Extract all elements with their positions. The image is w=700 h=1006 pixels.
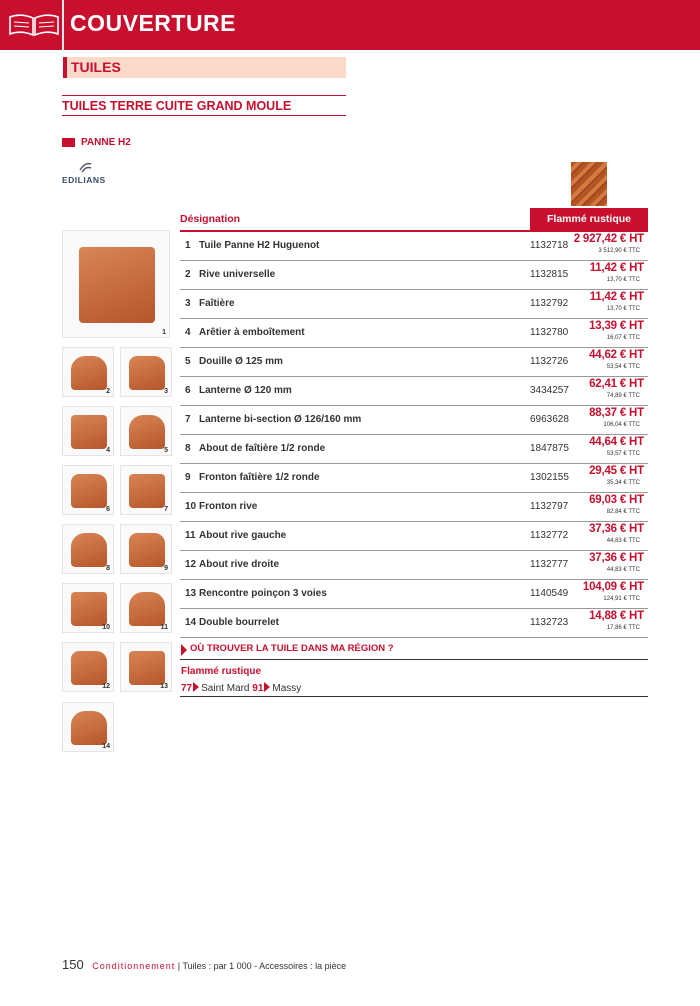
product-thumbnail	[62, 230, 170, 338]
subtitle-bottom-rule	[62, 115, 346, 116]
row-number: 13	[185, 588, 197, 599]
product-thumbnail	[62, 702, 114, 752]
where-rule	[180, 659, 648, 660]
table-row	[180, 609, 648, 638]
tile-image	[71, 356, 107, 390]
where-finish-label: Flammé rustique	[181, 666, 262, 677]
product-thumbnail	[120, 642, 172, 692]
row-number: 10	[185, 501, 197, 512]
product-thumbnail	[120, 524, 172, 574]
arrow-right-icon	[181, 644, 187, 656]
section-marker	[63, 57, 67, 78]
header-separator	[62, 0, 64, 50]
row-designation: Faîtière	[199, 298, 235, 309]
row-number: 5	[185, 356, 191, 367]
section-band	[63, 57, 346, 78]
row-designation: Arêtier à emboîtement	[199, 327, 305, 338]
where-title[interactable]: OÙ TROUVER LA TUILE DANS MA RÉGION ?	[190, 643, 394, 654]
row-number: 6	[185, 385, 191, 396]
row-price-ttc: 44,83 € TTC	[606, 538, 640, 544]
row-reference: 1132726	[530, 356, 569, 367]
table-row	[180, 580, 648, 609]
row-number: 7	[185, 414, 191, 425]
table-row	[180, 290, 648, 319]
row-number: 9	[185, 472, 191, 483]
row-designation: About rive gauche	[199, 530, 287, 541]
page-number: 150	[62, 957, 84, 972]
table-row	[180, 464, 648, 493]
row-reference: 1132777	[530, 559, 569, 570]
row-price-ttc: 106,04 € TTC	[603, 422, 640, 428]
tile-image	[71, 592, 107, 626]
table-row	[180, 319, 648, 348]
page-title: COUVERTURE	[70, 10, 237, 36]
row-price-ttc: 53,57 € TTC	[606, 451, 640, 457]
table-row	[180, 261, 648, 290]
tile-image	[71, 415, 107, 449]
tile-image	[129, 533, 165, 567]
arrow-right-icon	[193, 682, 199, 692]
tile-image	[129, 651, 165, 685]
row-price-ht: 37,36 € HT	[589, 523, 644, 535]
row-reference: 1132797	[530, 501, 569, 512]
thumbnail-number: 1	[162, 329, 166, 336]
tile-image	[71, 474, 107, 508]
brand-logo	[62, 160, 112, 186]
row-designation: Fronton faîtière 1/2 ronde	[199, 472, 320, 483]
footer-label: Conditionnement	[92, 961, 176, 971]
row-price-ttc: 16,07 € TTC	[606, 335, 640, 341]
row-price-ttc: 35,34 € TTC	[606, 480, 640, 486]
row-reference: 1132815	[530, 269, 569, 280]
row-reference: 1847875	[530, 443, 569, 454]
row-number: 3	[185, 298, 191, 309]
product-thumbnail	[120, 406, 172, 456]
row-designation: Rive universelle	[199, 269, 276, 280]
section-title: TUILES	[71, 59, 121, 75]
row-price-ht: 44,64 € HT	[589, 436, 644, 448]
row-reference: 6963628	[530, 414, 569, 425]
tile-image	[71, 533, 107, 567]
edilians-logo-icon	[77, 160, 93, 174]
location-city: Saint Mard	[201, 683, 250, 694]
subsection-title: TUILES TERRE CUITE GRAND MOULE	[62, 99, 292, 113]
row-price-ht: 62,41 € HT	[589, 378, 644, 390]
thumbnail-number: 9	[164, 565, 168, 572]
product-thumbnail	[62, 524, 114, 574]
thumbnail-number: 12	[102, 683, 110, 690]
row-price-ht: 14,88 € HT	[589, 610, 644, 622]
row-designation: Double bourrelet	[199, 617, 280, 628]
tile-image	[129, 415, 165, 449]
row-price-ht: 29,45 € HT	[589, 465, 644, 477]
row-price-ht: 37,36 € HT	[589, 552, 644, 564]
row-reference: 1132772	[530, 530, 569, 541]
location-dept: 77	[181, 683, 193, 694]
product-marker	[62, 138, 75, 147]
finish-column-header: Flammé rustique	[530, 208, 648, 230]
row-reference: 1140549	[530, 588, 569, 599]
table-bottom-rule	[180, 696, 648, 697]
row-number: 1	[185, 240, 191, 251]
row-price-ttc: 74,89 € TTC	[606, 393, 640, 399]
row-price-ttc: 44,83 € TTC	[606, 567, 640, 573]
thumbnail-number: 3	[164, 388, 168, 395]
row-price-ht: 88,37 € HT	[589, 407, 644, 419]
subtitle-top-rule	[62, 95, 346, 96]
product-thumbnail	[62, 347, 114, 397]
row-designation: Lanterne Ø 120 mm	[199, 385, 292, 396]
product-thumbnail	[62, 465, 114, 515]
row-price-ht: 2 927,42 € HT	[573, 233, 644, 245]
row-designation: About de faîtière 1/2 ronde	[199, 443, 326, 454]
row-number: 4	[185, 327, 191, 338]
thumbnail-number: 14	[102, 743, 110, 750]
row-price-ttc: 82,84 € TTC	[606, 509, 640, 515]
table-row	[180, 435, 648, 464]
row-price-ttc: 13,70 € TTC	[606, 277, 640, 283]
header-bar	[0, 0, 700, 50]
product-thumbnail	[62, 642, 114, 692]
thumbnail-number: 13	[160, 683, 168, 690]
brand-name: EDILIANS	[62, 175, 106, 185]
arrow-right-icon	[264, 682, 270, 692]
table-row	[180, 232, 648, 261]
designation-header: Désignation	[180, 213, 241, 225]
row-reference: 1132723	[530, 617, 569, 628]
product-thumbnail	[120, 583, 172, 633]
table-row	[180, 406, 648, 435]
row-designation: About rive droite	[199, 559, 280, 570]
row-number: 8	[185, 443, 191, 454]
product-thumbnail	[62, 406, 114, 456]
product-label: PANNE H2	[81, 137, 131, 148]
location-line	[181, 682, 301, 694]
row-reference: 1132780	[530, 327, 569, 338]
table-row	[180, 522, 648, 551]
row-price-ht: 104,09 € HT	[582, 581, 644, 593]
table-row	[180, 377, 648, 406]
row-price-ttc: 53,54 € TTC	[606, 364, 640, 370]
row-reference: 1132792	[530, 298, 569, 309]
row-number: 14	[185, 617, 197, 628]
thumbnail-number: 11	[160, 624, 168, 631]
row-number: 12	[185, 559, 197, 570]
footer-text: | Tuiles : par 1 000 - Accessoires : la pièce	[175, 961, 347, 971]
row-price-ttc: 124,91 € TTC	[603, 596, 640, 602]
row-reference: 1302155	[530, 472, 569, 483]
row-price-ht: 44,62 € HT	[589, 349, 644, 361]
location-city: Massy	[272, 683, 302, 694]
finish-swatch	[571, 162, 607, 206]
product-thumbnail	[62, 583, 114, 633]
row-price-ht: 13,39 € HT	[589, 320, 644, 332]
row-number: 11	[185, 530, 196, 541]
tile-image	[71, 651, 107, 685]
page-footer	[62, 957, 346, 972]
tile-image	[79, 247, 155, 323]
row-price-ht: 11,42 € HT	[589, 291, 644, 303]
thumbnail-number: 10	[102, 624, 110, 631]
location-dept: 91	[252, 683, 264, 694]
row-designation: Lanterne bi-section Ø 126/160 mm	[199, 414, 362, 425]
product-thumbnail	[120, 465, 172, 515]
tile-image	[129, 474, 165, 508]
row-price-ttc: 17,86 € TTC	[606, 625, 640, 631]
tile-image	[129, 356, 165, 390]
row-number: 2	[185, 269, 191, 280]
table-row	[180, 348, 648, 377]
row-price-ttc: 13,70 € TTC	[606, 306, 640, 312]
product-thumbnail	[120, 347, 172, 397]
tile-image	[129, 592, 165, 626]
row-designation: Douille Ø 125 mm	[199, 356, 283, 367]
tile-image	[71, 711, 107, 745]
open-book-icon	[8, 13, 60, 37]
table-row	[180, 493, 648, 522]
row-reference: 3434257	[530, 385, 569, 396]
row-designation: Rencontre poinçon 3 voies	[199, 588, 327, 599]
row-designation: Fronton rive	[199, 501, 258, 512]
table-row	[180, 551, 648, 580]
row-reference: 1132718	[530, 240, 569, 251]
thumbnail-number: 4	[106, 447, 110, 454]
row-price-ht: 11,42 € HT	[589, 262, 644, 274]
row-designation: Tuile Panne H2 Huguenot	[199, 240, 320, 251]
thumbnail-number: 6	[106, 506, 110, 513]
thumbnail-number: 7	[164, 506, 168, 513]
row-price-ttc: 3 512,90 € TTC	[598, 248, 640, 254]
thumbnail-number: 8	[106, 565, 110, 572]
thumbnail-number: 5	[164, 447, 168, 454]
row-price-ht: 69,03 € HT	[589, 494, 644, 506]
thumbnail-number: 2	[106, 388, 110, 395]
